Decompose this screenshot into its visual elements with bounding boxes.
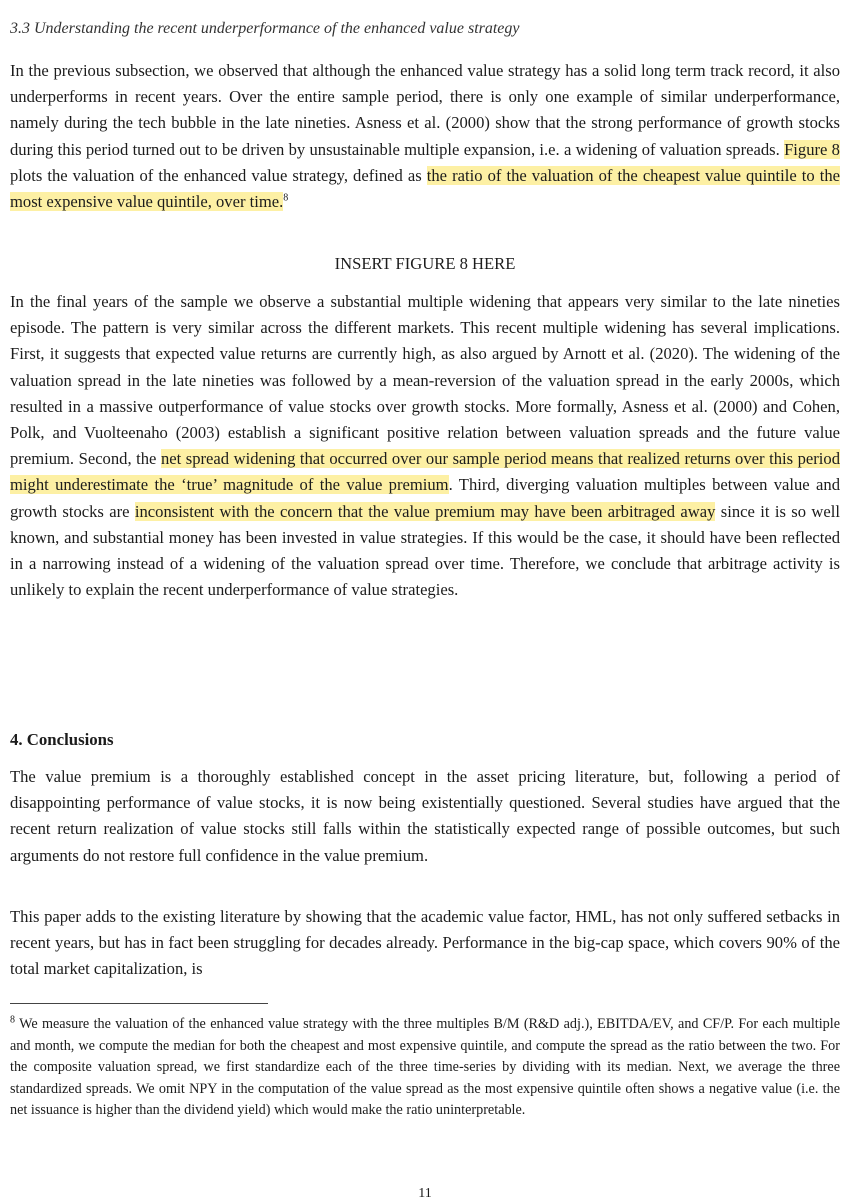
insert-figure-placeholder: INSERT FIGURE 8 HERE: [334, 254, 516, 273]
paragraph-text: In the previous subsection, we observed that although the enhanced value strategy has a solid long term track record, it also underperforms in recent years. Over the entire sample period, there is only one example of similar underperformance, namely during the tech bubble in the late nineties. Asness et al. (2000) show that the strong performance of growth stocks during this period turned out to be driven by unsustainable multiple expansion, i.e. a widening of valuation spreads.: [10, 61, 840, 159]
footnote-mark: 8: [10, 1014, 15, 1026]
page-number: 11: [418, 1186, 432, 1201]
highlight-inconsistent-arbitrage: inconsistent with the concern that the value premium may have been arbitraged away: [134, 501, 716, 521]
footnote-text: We measure the valuation of the enhanced value strategy with the three multiples B/M (R&D adj.), EBITDA/EV, and CF/P. For each multiple and month, we compute the median for both the cheapest and most expensive quintile, and compute the spread as the ratio between the two. For the composite valuation spread, we first standardize each of the three time-series by dividing with its median. Next, we average the three standardized spreads. We omit NPY in the computation of the value spread as the most expensive quintile often shows a negative value (i.e. the net issuance is higher than the dividend yield) which would make the ratio uninterpretable.: [10, 1016, 840, 1118]
paragraph-text: In the final years of the sample we observe a substantial multiple widening that appears very similar to the late nineties episode. The pattern is very similar across the different markets. This recent multiple widening has several implications. First, it suggests that expected value returns are currently high, as also argued by Arnott et al. (2020). The widening of the valuation spread in the late nineties was followed by a mean-reversion of the valuation spread in the early 2000s, which resulted in a massive outperformance of value stocks over growth stocks. More formally, Asness et al. (2000) and Cohen, Polk, and Vuolteenaho (2003) establish a significant positive relation between valuation spreads and the future value premium. Second, the: [10, 292, 840, 469]
conclusions-paragraph-1: The value premium is a thoroughly established concept in the asset pricing literature, but, following a period of disappointing performance of value stocks, it is now being existentially questioned. Several studies have argued that the recent return realization of value stocks still falls within the statistically expected range of possible outcomes, but such arguments do not restore full confidence in the value premium.: [10, 767, 840, 865]
conclusions-paragraph-2: This paper adds to the existing literature by showing that the academic value factor, HML, has not only suffered setbacks in recent years, but has in fact been struggling for decades already. Performance in the big-cap space, which covers 90% of the total market capitalization, is: [10, 907, 840, 979]
highlight-net-spread: net spread widening that occurred over our sample period means that realized returns over this period might underestimate the ‘true’ magnitude of the value premium: [10, 449, 840, 495]
paragraph-text: . Third, diverging valuation multiples between value and growth stocks are: [10, 475, 840, 521]
section-heading: 3.3 Understanding the recent underperformance of the enhanced value strategy: [10, 20, 520, 37]
highlight-valuation-ratio: the ratio of the valuation of the cheapest value quintile to the most expensive value quintile, over time.: [10, 165, 840, 212]
footnote-8: [10, 1014, 840, 1122]
highlight-figure-8: Figure 8: [784, 139, 840, 159]
paragraph-multiple-widening: [10, 289, 840, 603]
footnote-reference: 8: [283, 192, 289, 204]
conclusions-heading: 4. Conclusions: [10, 730, 114, 749]
footnote-divider: [10, 1003, 268, 1004]
paragraph-text: plots the valuation of the enhanced value strategy, defined as: [10, 165, 427, 185]
paragraph-valuation-intro: [10, 58, 840, 215]
paragraph-text: since it is so well known, and substantial money has been invested in value strategies. If this would be the case, it should have been reflected in a narrowing instead of a widening of the valuation spread over time. Therefore, we conclude that arbitrage activity is unlikely to explain the recent underperformance of value strategies.: [10, 501, 841, 600]
